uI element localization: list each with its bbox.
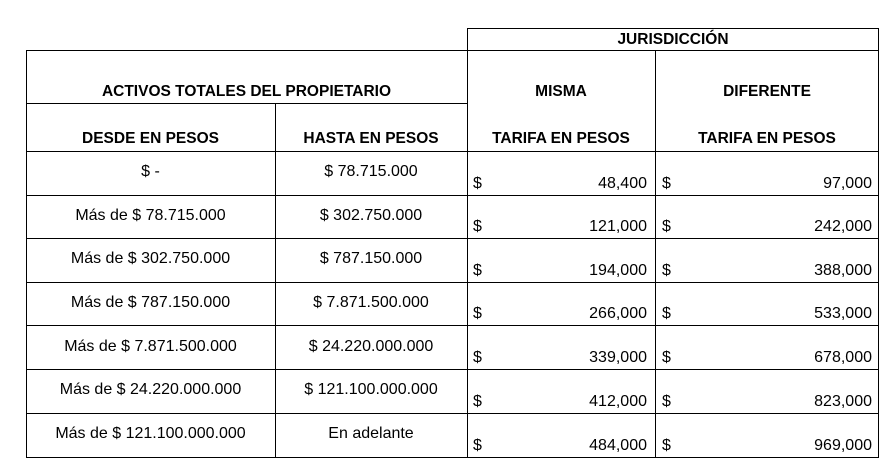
row-5-same-currency: $	[473, 393, 482, 410]
rule-header-top	[26, 50, 879, 51]
different-header: DIFERENTE	[723, 83, 811, 100]
assets-header: ACTIVOS TOTALES DEL PROPIETARIO	[101, 83, 392, 100]
row-6-same-currency: $	[473, 437, 482, 454]
rule-top-jurisdiction	[467, 28, 879, 29]
row-2-to: $ 787.150.000	[319, 250, 423, 267]
row-2-from: Más de $ 302.750.000	[70, 250, 231, 267]
row-2-diff-currency: $	[662, 262, 671, 279]
row-4-diff-value: 678,000	[814, 349, 872, 366]
rule-row-2	[26, 238, 879, 239]
fee-diff-header: TARIFA EN PESOS	[698, 130, 836, 147]
row-5-to: $ 121.100.000.000	[304, 381, 438, 398]
rule-row-6	[26, 413, 879, 414]
rule-row-3	[26, 282, 879, 283]
row-1-from: Más de $ 78.715.000	[75, 207, 226, 224]
row-0-diff-currency: $	[662, 175, 671, 192]
rule-bottom	[26, 457, 879, 458]
row-4-from: Más de $ 7.871.500.000	[64, 338, 237, 355]
row-6-diff-currency: $	[662, 437, 671, 454]
from-header: DESDE EN PESOS	[82, 130, 219, 147]
row-6-same-value: 484,000	[589, 437, 647, 454]
row-4-to: $ 24.220.000.000	[308, 338, 434, 355]
rule-header-bottom	[26, 151, 879, 152]
same-header: MISMA	[535, 83, 587, 100]
row-1-diff-currency: $	[662, 218, 671, 235]
row-5-diff-currency: $	[662, 393, 671, 410]
row-4-same-value: 339,000	[589, 349, 647, 366]
row-3-diff-value: 533,000	[814, 305, 872, 322]
row-5-same-value: 412,000	[589, 393, 647, 410]
rule-row-4	[26, 325, 879, 326]
to-header: HASTA EN PESOS	[303, 130, 439, 147]
row-0-same-value: 48,400	[598, 175, 647, 192]
fee-same-header: TARIFA EN PESOS	[492, 130, 630, 147]
row-6-diff-value: 969,000	[814, 437, 872, 454]
row-2-diff-value: 388,000	[814, 262, 872, 279]
row-1-same-value: 121,000	[589, 218, 647, 235]
rule-header-mid	[26, 103, 467, 104]
row-4-diff-currency: $	[662, 349, 671, 366]
row-1-diff-value: 242,000	[814, 218, 872, 235]
row-0-same-currency: $	[473, 175, 482, 192]
row-6-from: Más de $ 121.100.000.000	[55, 425, 246, 442]
row-5-from: Más de $ 24.220.000.000	[59, 381, 242, 398]
row-1-to: $ 302.750.000	[319, 207, 423, 224]
row-3-to: $ 7.871.500.000	[313, 294, 429, 311]
row-0-to: $ 78.715.000	[324, 163, 418, 180]
row-6-to: En adelante	[328, 425, 414, 442]
row-0-from: $ -	[141, 163, 160, 180]
row-3-diff-currency: $	[662, 305, 671, 322]
jurisdiction-header: JURISDICCIÓN	[617, 31, 729, 48]
row-3-same-value: 266,000	[589, 305, 647, 322]
row-3-same-currency: $	[473, 305, 482, 322]
rule-row-1	[26, 195, 879, 196]
row-0-diff-value: 97,000	[823, 175, 872, 192]
row-5-diff-value: 823,000	[814, 393, 872, 410]
rule-col-from-to	[275, 103, 276, 458]
row-4-same-currency: $	[473, 349, 482, 366]
row-2-same-value: 194,000	[589, 262, 647, 279]
row-3-from: Más de $ 787.150.000	[70, 294, 231, 311]
row-2-same-currency: $	[473, 262, 482, 279]
rule-row-5	[26, 369, 879, 370]
row-1-same-currency: $	[473, 218, 482, 235]
